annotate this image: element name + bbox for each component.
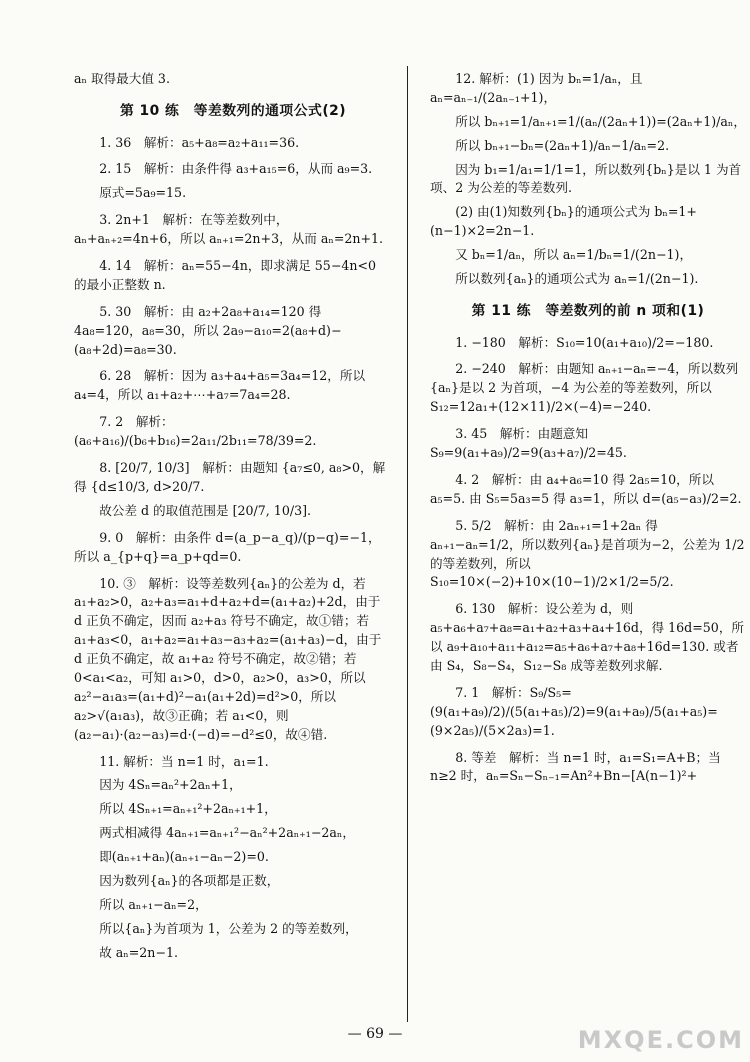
answer-item [430, 471, 746, 509]
answer-line: 12. 解析：(1) 因为 bₙ=1/aₙ，且 aₙ=aₙ₋₁/(2aₙ₋₁+1)， [430, 71, 643, 105]
answer-line: 4. 14 解析：aₙ=55−4n，即求满足 55−4n<0 的最小正整数 n. [74, 258, 377, 292]
answer-line: 所以数列{aₙ}的通项公式为 aₙ=1/(2n−1). [455, 271, 699, 287]
answer-item [430, 334, 746, 353]
answer-line: 所以 aₙ₊₁−aₙ=2， [99, 896, 208, 912]
right-column [430, 70, 746, 794]
page-number: — 69 — [347, 1026, 403, 1042]
answer-item [430, 600, 746, 676]
answer-line: 因为 b₁=1/a₁=1/1=1，所以数列{bₙ}是以 1 为首项、2 为公差的等差数列. [430, 161, 742, 196]
answer-line: 所以 4Sₙ₊₁=aₙ₊₁²+2aₙ₊₁+1， [99, 801, 277, 817]
answer-item [430, 360, 746, 417]
answer-line: 4. 2 解析：由 a₄+a₆=10 得 2a₅=10，所以 a₅=5. 由 S₅=5a₃=5 得 a₃=1，所以 d=(a₅−a₃)/2=2. [430, 471, 742, 506]
left-answer-list [74, 134, 392, 963]
answer-line: 2. −240 解析：由题知 aₙ₊₁−aₙ=−4，所以数列{aₙ}是以 2 为首项，−4 为公差的等差数列，所以 S₁₂=12a₁+(12×11)/2×(−4)=−240. [430, 361, 739, 415]
column-divider [407, 66, 408, 1022]
answer-line: 1. 36 解析：a₅+a₈=a₂+a₁₁=36. [99, 134, 300, 150]
answer-item [74, 211, 392, 249]
answer-item [430, 70, 746, 289]
answer-line: 8. [20/7, 10/3] 解析：由题知 {a₇≤0, a₈>0，解得 {d≤10/3, d>20/7. [74, 460, 386, 494]
section-heading-10: 第 10 练 等差数列的通项公式(2) [119, 102, 347, 119]
answer-line: 1. −180 解析：S₁₀=10(a₁+a₁₀)/2=−180. [455, 334, 714, 350]
answer-line: 所以{aₙ}为首项为 1，公差为 2 的等差数列， [99, 920, 358, 936]
intro-line: aₙ 取得最大值 3. [74, 71, 170, 86]
answer-line: 6. 130 解析：设公差为 d，则 a₅+a₆+a₇+a₈=a₁+a₂+a₃+a₄+16d，得 16d=50，所以 a₉+a₁₀+a₁₁+a₁₂=a₅+a₆+a₇+a₈+16d=130. 或者由 S₄，S₈−S₄，S₁₂−S₈ 成等差数列求解. [430, 601, 745, 673]
answer-item [74, 134, 392, 153]
answer-line: 因为数列{aₙ}的各项都是正数， [99, 872, 280, 888]
right-answer-list-a [430, 70, 746, 289]
answer-line: 两式相减得 4aₙ₊₁=aₙ₊₁²−aₙ²+2aₙ₊₁−2aₙ， [99, 825, 355, 841]
answer-item [430, 684, 746, 741]
answer-line: 故 aₙ=2n−1. [99, 944, 178, 960]
answer-line: 7. 1 解析：S₉/S₅=(9(a₁+a₉)/2)/(5(a₁+a₅)/2)=9(a₁+a₉)/5(a₁+a₅)=(9×2a₅)/(5×2a₃)=1. [430, 684, 718, 738]
answer-line: 5. 30 解析：由 a₂+2a₈+a₁₄=120 得 4a₈=120，a₈=30，所以 2a₉−a₁₀=2(a₈+d)−(a₈+2d)=a₈=30. [74, 303, 342, 357]
left-column [74, 70, 392, 971]
answer-item [74, 257, 392, 295]
answer-line: 2. 15 解析：由条件得 a₃+a₁₅=6，从而 a₉=3. [99, 161, 373, 177]
answer-line: 7. 2 解析：(a₆+a₁₆)/(b₆+b₁₆)=2a₁₁/2b₁₁=78/39=2. [74, 414, 317, 449]
answer-line: 故公差 d 的取值范围是 [20/7, 10/3]. [99, 502, 311, 518]
answer-item [430, 517, 746, 593]
answer-item [74, 575, 392, 745]
answer-line: 3. 2n+1 解析：在等差数列中，aₙ+aₙ₊₂=4n+6，所以 aₙ₊₁=2n+3，从而 aₙ=2n+1. [74, 212, 384, 247]
answer-line: 因为 4Sₙ=aₙ²+2aₙ+1， [99, 777, 242, 793]
answer-item [74, 303, 392, 360]
answer-line: (2) 由(1)知数列{bₙ}的通项公式为 bₙ=1+(n−1)×2=2n−1. [430, 204, 697, 239]
answer-line: 11. 解析：当 n=1 时，a₁=1. [99, 753, 269, 769]
answer-item [74, 459, 392, 521]
answer-line: 5. 5/2 解析：由 2aₙ₊₁=1+2aₙ 得 aₙ₊₁−aₙ=1/2，所以数列{aₙ}是首项为−2，公差为 1/2 的等差数列，所以 S₁₀=10×(−2)+10×(10−1)/2×1/2=5/2. [430, 517, 745, 590]
answer-item [74, 753, 392, 963]
answer-line: 10. ③ 解析：设等差数列{aₙ}的公差为 d，若 a₁+a₂>0，a₂+a₃=a₁+d+a₂+d=(a₁+a₂)+2d，由于 d 正负不确定，因而 a₂+a₃ 符号不确定，故①错；若 a₁+a₃<0，a₁+a₂=a₁+a₃−a₃+a₂=(a₁+a₃)−d，由于 d 正负不确定，故 a₁+a₂ 符号不确定，故②错；若 0<a₁<a₂，可知 a₁>0，d>0，a₂>0，a₃>0，所以 a₂²−a₁a₃=(a₁+d)²−a₁(a₁+2d)=d²>0，所以 a₂>√(a₁a₃)，故③正确；若 a₁<0，则(a₂−a₁)·(a₂−a₃)=d·(−d)=−d²≤0，故④错. [74, 575, 382, 742]
answer-line: 即(aₙ₊₁+aₙ)(aₙ₊₁−aₙ−2)=0. [99, 849, 269, 865]
answer-item [74, 413, 392, 451]
answer-line: 8. 等差 解析：当 n=1 时，a₁=S₁=A+B；当 n≥2 时，aₙ=Sₙ−Sₙ₋₁=An²+Bn−[A(n−1)²+ [430, 749, 721, 784]
answer-item [430, 749, 746, 787]
answer-line: 所以 bₙ₊₁−bₙ=(2aₙ+1)/aₙ−1/aₙ=2. [455, 137, 670, 153]
answer-line: 所以 bₙ₊₁=1/aₙ₊₁=1/(aₙ/(2aₙ+1))=(2aₙ+1)/aₙ， [455, 113, 746, 129]
answer-line: 9. 0 解析：由条件 d=(a_p−a_q)/(p−q)=−1，所以 a_{p+q}=a_p+qd=0. [74, 529, 381, 564]
watermark: MXQE.COM [577, 1026, 744, 1054]
answer-item [74, 367, 392, 405]
answer-line: 原式=5a₉=15. [99, 185, 187, 201]
answer-line: 又 bₙ=1/aₙ，所以 aₙ=1/bₙ=1/(2n−1)， [455, 247, 693, 263]
section-heading-11: 第 11 练 等差数列的前 n 项和(1) [471, 302, 705, 319]
answer-item [430, 425, 746, 463]
answer-line: 3. 45 解析：由题意知 S₉=9(a₁+a₉)/2=9(a₃+a₇)/2=45. [430, 426, 627, 461]
answer-line: 6. 28 解析：因为 a₃+a₄+a₅=3a₄=12，所以 a₄=4，所以 a₁+a₂+⋯+a₇=7a₄=28. [74, 368, 366, 403]
answer-item [74, 160, 392, 203]
answer-item [74, 529, 392, 567]
right-answer-list-b [430, 334, 746, 787]
